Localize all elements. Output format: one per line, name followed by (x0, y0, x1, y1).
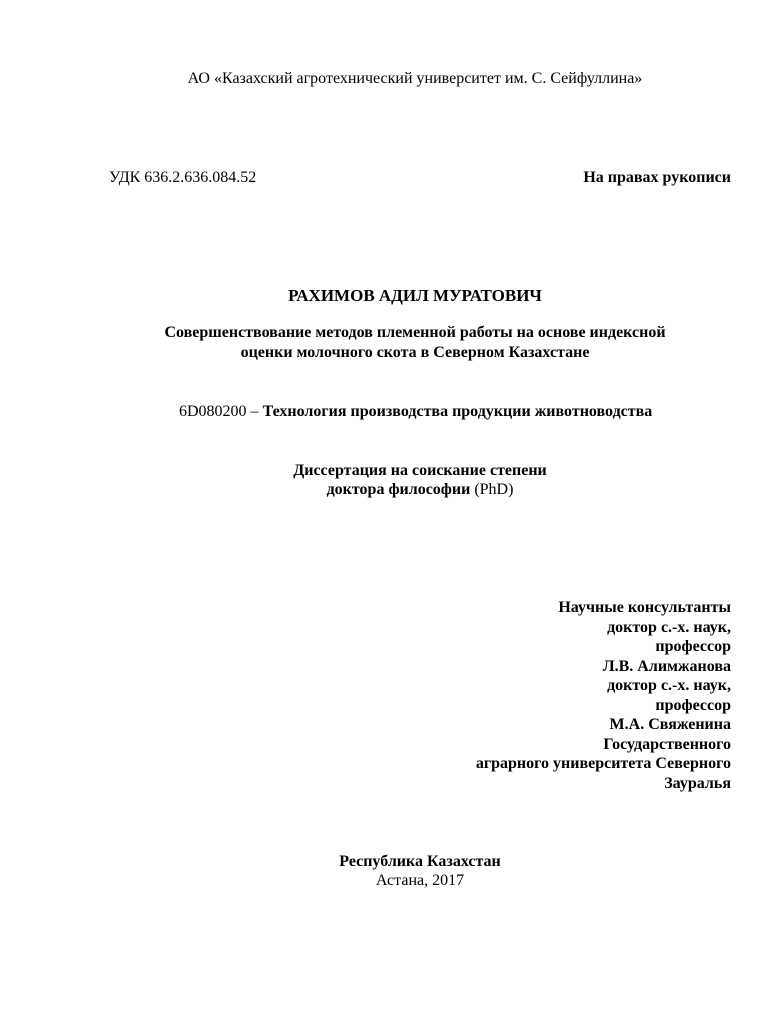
consultant-line: профессор (655, 638, 731, 655)
country: Республика Казахстан (339, 853, 501, 870)
udk-code: УДК 636.2.636.084.52 (109, 169, 257, 186)
city-year: Астана, 2017 (375, 872, 465, 889)
consultant-line: профессор (655, 696, 731, 714)
consultant-line: Л.В. Алимжанова (602, 657, 731, 675)
place-and-year (0, 852, 768, 890)
manuscript-rights-note: На правах рукописи (583, 169, 731, 186)
dissertation-title (0, 323, 768, 363)
consultant-line: доктор с.-х. наук, (607, 677, 731, 694)
specialty-code: 6D080200 – (179, 403, 259, 420)
consultants-heading: Научные консультанты (558, 599, 731, 616)
university-name: АО «Казахский агротехнический университет им. С. Сейфуллина» (187, 70, 643, 87)
consultant-line: Государственного (603, 735, 731, 753)
degree-text: доктора философии (326, 481, 475, 498)
specialty-name: Технология производства продукции животноводства (262, 403, 653, 420)
title-line: оценки молочного скота в Северном Казахстане (240, 344, 590, 361)
degree-line-2 (0, 480, 768, 499)
degree-statement (0, 461, 768, 499)
degree-abbreviation: (PhD) (474, 481, 514, 498)
specialty (179, 402, 652, 421)
scientific-consultants (476, 598, 731, 793)
degree-line-1: Диссертация на соискание степени (293, 462, 547, 479)
author-name: РАХИМОВ АДИЛ МУРАТОВИЧ (288, 286, 542, 305)
title-line: Совершенствование методов племенной работы на основе индексной (164, 324, 666, 341)
consultant-line: аграрного университета Северного (475, 755, 731, 772)
consultant-line: М.А. Свяженина (609, 716, 731, 733)
consultant-line: доктор с.-х. наук, (607, 618, 731, 636)
consultant-line: Зауралья (664, 774, 731, 792)
